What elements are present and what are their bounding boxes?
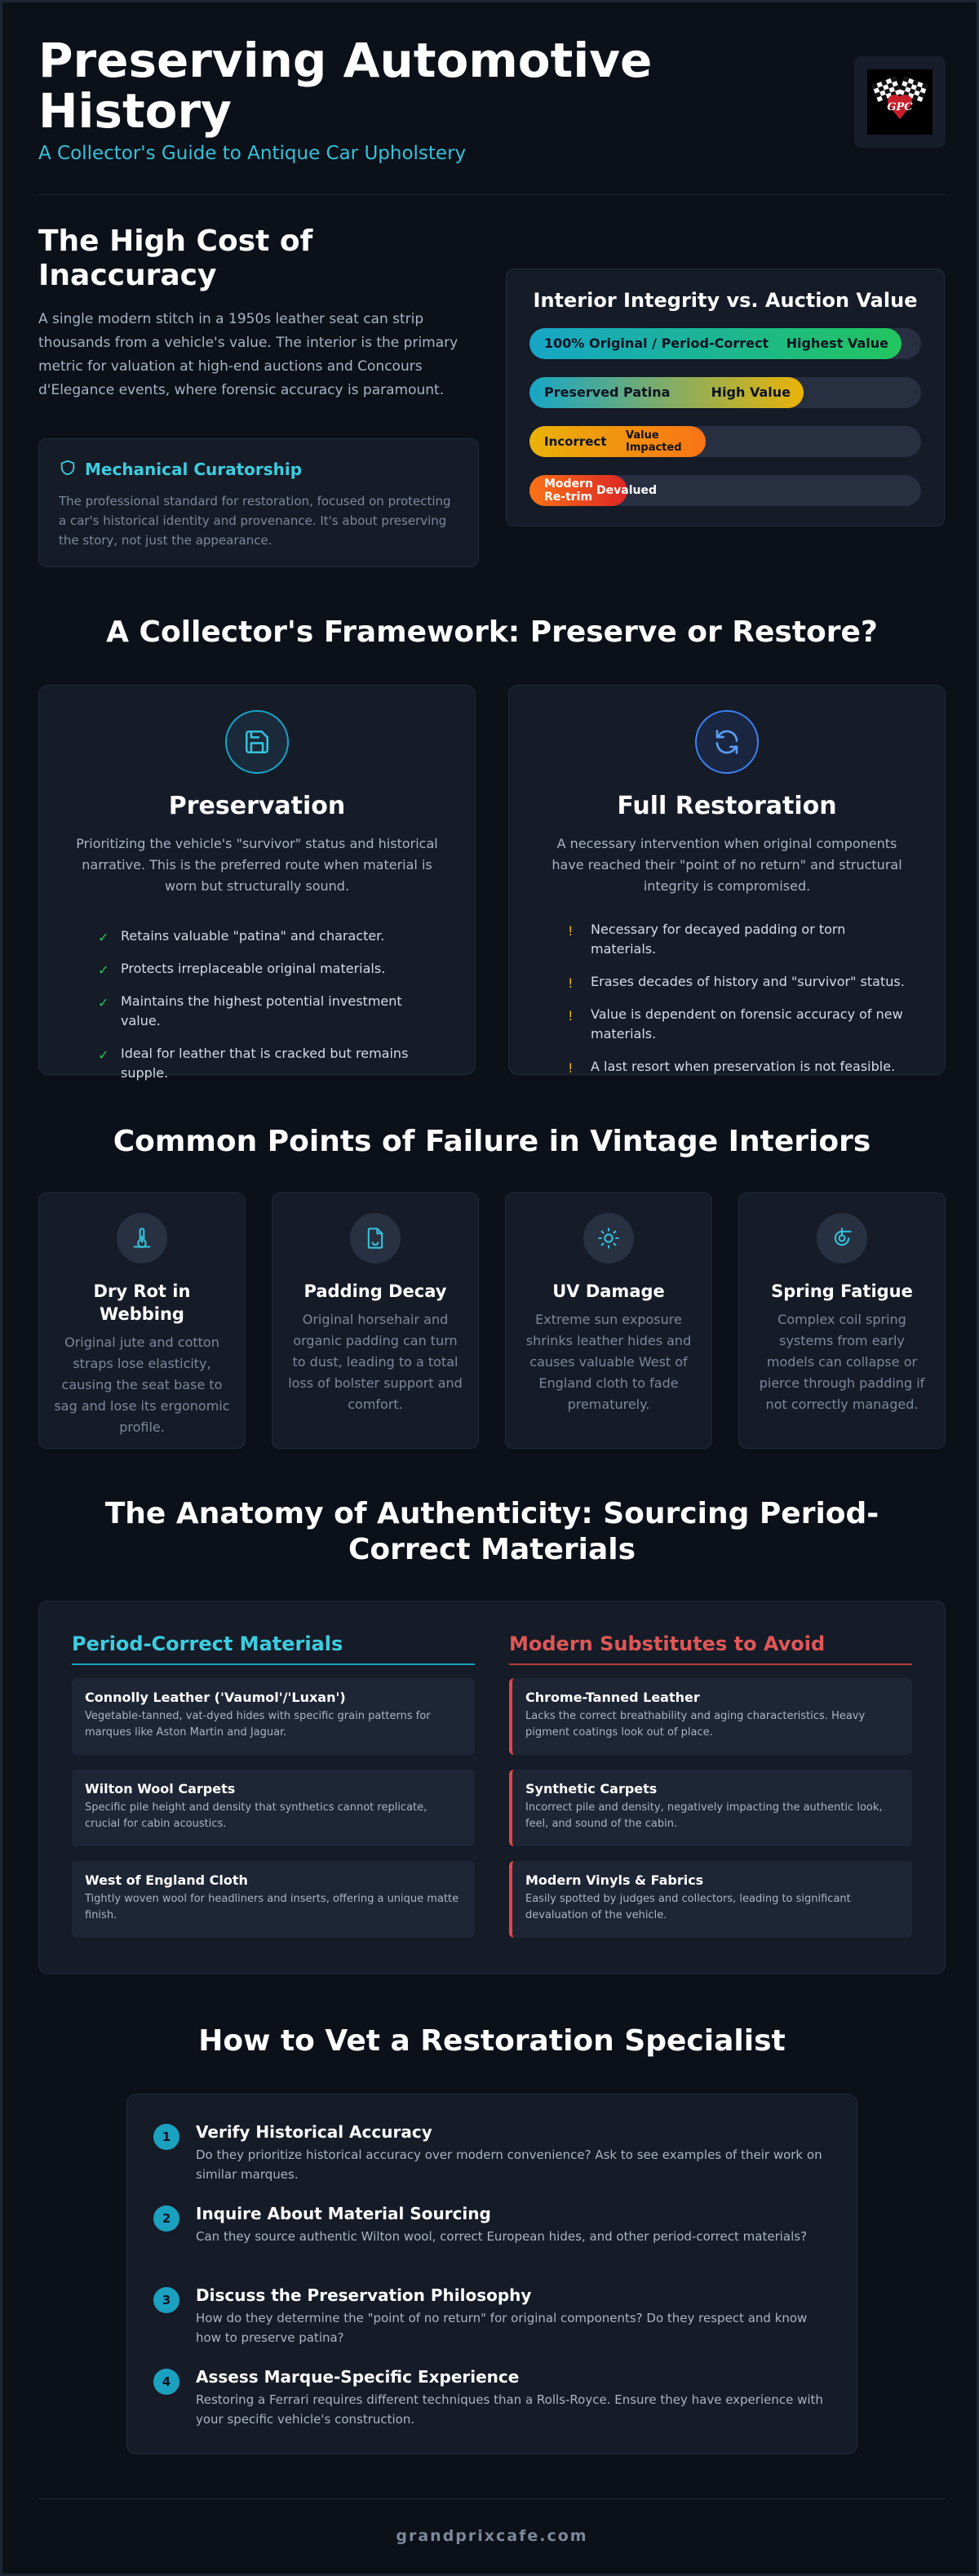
- thermometer-icon: [117, 1213, 167, 1264]
- step-number: 1: [153, 2124, 179, 2150]
- vet-step: [153, 2204, 831, 2285]
- failure-card: [505, 1193, 712, 1449]
- preservation-desc: Prioritizing the vehicle's "survivor" status and historical narrative. This is the preferred route when material is worn but structurally sound.: [76, 836, 438, 894]
- document-icon: [350, 1213, 401, 1264]
- material-desc: Vegetable-tanned, vat-dyed hides with specific grain patterns for marques like Aston Martin and Jaguar.: [85, 1710, 431, 1739]
- list-item: ! Erases decades of history and "survivor" status.: [568, 972, 912, 992]
- check-icon: ✓: [98, 1047, 109, 1063]
- material-title: Chrome-Tanned Leather: [525, 1690, 700, 1705]
- refresh-icon: [695, 710, 759, 774]
- cost-section: [38, 224, 479, 402]
- material-item: [509, 1861, 912, 1938]
- chart-bar-value: Value Impacted: [626, 429, 682, 454]
- failure-title: Padding Decay: [303, 1281, 447, 1301]
- svg-text:GPC: GPC: [887, 101, 913, 113]
- sun-icon: [583, 1213, 634, 1264]
- curatorship-callout: [38, 438, 479, 567]
- period-correct-title: Period-Correct Materials: [72, 1632, 475, 1665]
- material-desc: Specific pile height and density that synthetics cannot replicate, crucial for cabin acoustics.: [85, 1801, 427, 1830]
- cost-title: The High Cost of Inaccuracy: [38, 224, 313, 292]
- callout-body: The professional standard for restoration, focused on protecting a car's historical identity and provenance. It's about preserving the story, not just the appearance.: [59, 494, 451, 548]
- framework-title: A Collector's Framework: Preserve or Restore?: [106, 615, 878, 649]
- restoration-desc: A necessary intervention when original components have reached their "point of no return" and structural integrity is compromised.: [552, 836, 902, 894]
- list-item: ! Necessary for decayed padding or torn materials.: [568, 922, 846, 957]
- check-icon: ✓: [98, 962, 109, 978]
- failure-title: Dry Rot in Webbing: [93, 1281, 191, 1324]
- vet-step: [153, 2285, 831, 2367]
- material-desc: Incorrect pile and density, negatively impacting the authentic look, feel, and sound of the cabin.: [525, 1801, 883, 1830]
- preservation-card: [38, 685, 476, 1081]
- material-desc: Tightly woven wool for headliners and inserts, offering a unique matte finish.: [85, 1893, 459, 1921]
- list-item: ! Value is dependent on forensic accuracy of new materials.: [568, 1006, 903, 1042]
- step-number: 4: [153, 2369, 179, 2395]
- vet-step: [153, 2122, 831, 2204]
- failures-title: Common Points of Failure in Vintage Interiors: [113, 1125, 871, 1158]
- list-item: ✓ Retains valuable "patina" and character.: [98, 926, 442, 946]
- material-item: [72, 1678, 475, 1755]
- material-title: Synthetic Carpets: [525, 1781, 658, 1797]
- warning-icon: !: [568, 923, 574, 939]
- chart-bar-label: Incorrect: [544, 434, 607, 449]
- restoration-title: Full Restoration: [617, 792, 837, 820]
- substitutes-column: [509, 1632, 912, 1938]
- materials-title: The Anatomy of Authenticity: Sourcing Period-Correct Materials: [104, 1497, 879, 1566]
- page-subtitle: A Collector's Guide to Antique Car Upholstery: [38, 143, 467, 164]
- step-desc: Restoring a Ferrari requires different techniques than a Rolls-Royce. Ensure they have experience with your specific vehicle's construction.: [196, 2392, 823, 2427]
- restoration-card: [508, 685, 946, 1075]
- footer-link[interactable]: grandprixcafe.com: [38, 2498, 946, 2545]
- step-title: Verify Historical Accuracy: [196, 2122, 432, 2142]
- list-item: ✓ Ideal for leather that is cracked but remains supple.: [98, 1046, 409, 1081]
- chart-bar-track: [529, 426, 921, 457]
- step-desc: Can they source authentic Wilton wool, correct European hides, and other period-correct materials?: [196, 2229, 808, 2244]
- callout-title: Mechanical Curatorship: [85, 460, 303, 479]
- spring-icon: [817, 1213, 867, 1264]
- failure-card: [272, 1193, 479, 1449]
- restoration-list: [542, 920, 912, 1077]
- warning-icon: !: [568, 975, 574, 991]
- step-title: Discuss the Preservation Philosophy: [196, 2285, 532, 2305]
- cost-body: A single modern stitch in a 1950s leather seat can strip thousands from a vehicle's value. The interior is the primary metric for valuation at high-end auctions and Concours d'Elegance events, where forensic accuracy is paramount.: [38, 311, 458, 398]
- material-item: [72, 1861, 475, 1938]
- list-item: ✓ Protects irreplaceable original materials.: [98, 959, 442, 979]
- material-item: [72, 1770, 475, 1846]
- logo[interactable]: [854, 56, 946, 148]
- materials-card: [38, 1601, 946, 1974]
- material-item: [509, 1770, 912, 1846]
- preservation-title: Preservation: [168, 792, 346, 820]
- step-number: 2: [153, 2205, 179, 2232]
- chart-bar-value: High Value: [711, 384, 791, 400]
- chart-bar-label: Preserved Patina: [544, 384, 671, 400]
- material-desc: Easily spotted by judges and collectors, leading to significant devaluation of the vehicle.: [525, 1893, 851, 1921]
- chart-bar-value: Devalued: [596, 484, 657, 497]
- chart-bar-track: [529, 328, 921, 359]
- chart-bar-track: [529, 475, 921, 506]
- callout-header: [59, 459, 458, 480]
- material-title: Wilton Wool Carpets: [85, 1781, 236, 1797]
- step-title: Inquire About Material Sourcing: [196, 2204, 491, 2223]
- chart-title: Interior Integrity vs. Auction Value: [533, 289, 918, 312]
- failure-desc: Original horsehair and organic padding can turn to dust, leading to a total loss of bolster support and comfort.: [288, 1312, 463, 1412]
- list-item: ! A last resort when preservation is not feasible.: [568, 1057, 912, 1077]
- vet-step: [153, 2367, 831, 2449]
- step-number: 3: [153, 2287, 179, 2313]
- failure-card: [738, 1193, 946, 1449]
- chart-bar-track: [529, 377, 921, 408]
- failure-desc: Original jute and cotton straps lose elasticity, causing the seat base to sag and lose its ergonomic profile.: [54, 1335, 230, 1435]
- material-title: Modern Vinyls & Fabrics: [525, 1872, 704, 1888]
- warning-icon: !: [568, 1060, 574, 1076]
- integrity-chart: [506, 269, 945, 526]
- material-title: Connolly Leather ('Vaumol'/'Luxan'): [85, 1690, 346, 1705]
- failure-desc: Complex coil spring systems from early models can collapse or pierce through padding if not correctly managed.: [759, 1312, 925, 1412]
- material-item: [509, 1678, 912, 1755]
- material-title: West of England Cloth: [85, 1872, 248, 1888]
- shield-icon: [59, 459, 77, 480]
- step-title: Assess Marque-Specific Experience: [196, 2367, 520, 2387]
- save-icon: [225, 710, 289, 774]
- material-desc: Lacks the correct breathability and aging characteristics. Heavy pigment coatings look out of place.: [525, 1710, 866, 1739]
- failure-desc: Extreme sun exposure shrinks leather hides and causes valuable West of England cloth to fade prematurely.: [525, 1312, 692, 1412]
- vet-card: [126, 2094, 857, 2454]
- list-item: ✓ Maintains the highest potential investment value.: [98, 993, 402, 1028]
- chart-bar-label: Modern Re-trim: [544, 477, 593, 504]
- step-desc: How do they determine the "point of no return" for original components? Do they respect and know how to preserve patina?: [196, 2311, 808, 2345]
- header: [38, 35, 946, 195]
- preservation-list: [72, 926, 442, 1083]
- check-icon: ✓: [98, 930, 109, 945]
- chart-bar-label: 100% Original / Period-Correct: [544, 335, 769, 351]
- period-correct-column: [72, 1632, 475, 1938]
- check-icon: ✓: [98, 995, 109, 1010]
- page-title: Preserving Automotive History: [38, 33, 653, 139]
- warning-icon: !: [568, 1008, 574, 1024]
- failure-title: Spring Fatigue: [771, 1281, 913, 1301]
- failure-title: UV Damage: [552, 1281, 665, 1301]
- checkered-flags-logo-icon: [867, 69, 932, 135]
- step-desc: Do they prioritize historical accuracy over modern convenience? Ask to see examples of their work on similar marques.: [196, 2147, 822, 2182]
- substitutes-title: Modern Substitutes to Avoid: [509, 1632, 912, 1665]
- failure-card: [38, 1193, 246, 1449]
- vet-title: How to Vet a Restoration Specialist: [198, 2024, 786, 2058]
- chart-bar-value: Highest Value: [786, 335, 888, 351]
